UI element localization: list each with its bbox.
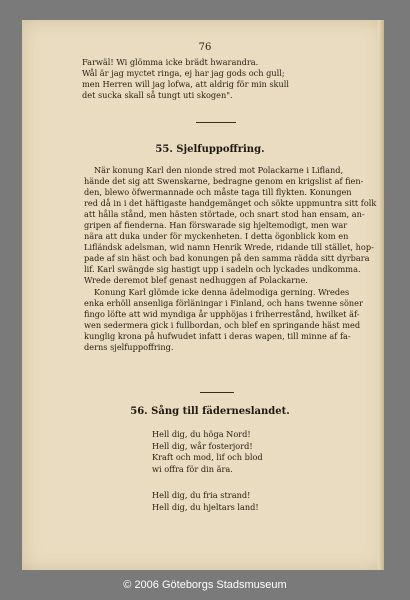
song-stanza-1: [152, 429, 263, 475]
text-line: wi offra för din ära.: [152, 463, 233, 474]
text-line: enka erhöll ansenliga förläningar i Finland, och hans twenne söner: [84, 298, 363, 308]
section-55-body: [84, 165, 377, 286]
text-line: Farwäl! Wi glömma icke brädt hwarandra.: [82, 57, 259, 67]
song-stanza-2: [152, 490, 259, 513]
text-line: red då in i det häftigaste handgemänget och sökte uppmuntra sitt folk: [84, 198, 377, 208]
text-line: nära att duka under för myckenheten. I detta ögonblick kom en: [84, 231, 349, 241]
text-line: Lifländsk adelsman, wid namn Henrik Wrede, ridande till stället, hop-: [84, 242, 374, 252]
text-line: Konung Karl glömde icke denna ädelmodiga gerning. Wredes: [94, 287, 350, 297]
text-line: gripen af fienderna. Han förswarade sig hjeltemodigt, men war: [84, 220, 348, 230]
section-divider-bottom: [200, 392, 234, 393]
text-line: men Herren will jag lofwa, att aldrig för min skull: [82, 79, 290, 89]
text-line: wen sedermera gick i fullbordan, och blef en springande häst med: [84, 320, 361, 330]
text-line: När konung Karl den nionde stred mot Polackarne i Lifland,: [94, 165, 344, 175]
text-line: Hell dig, du höga Nord!: [152, 429, 251, 439]
section-56-title: 56. Sång till fäderneslandet.: [130, 406, 290, 417]
text-line: lif. Karl swängde sig hastigt upp i sadeln och lyckades undkomma.: [84, 264, 361, 274]
section-55-title: 55. Sjelfuppoffring.: [155, 144, 265, 155]
copyright-notice: © 2006 Göteborgs Stadsmuseum: [123, 579, 287, 591]
text-line: derns sjelfuppoffring.: [84, 342, 174, 352]
text-line: den, blewo öfwermannade och måste taga till flykten. Konungen: [84, 187, 352, 197]
text-line: Hell dig, du hjeltars land!: [152, 501, 259, 512]
text-line: fingo löfte att wid myndiga år upphöjas i friherrestånd, hwilket äf-: [84, 309, 360, 319]
text-line: kunglig krona på hufwudet infatt i deras wapen, till minne af fa-: [84, 331, 351, 341]
section-55-body-2: [84, 287, 374, 353]
text-line: pade af sin häst och bad konungen på den samma rädda sitt dyrbara: [84, 253, 370, 263]
page-number: 76: [198, 42, 212, 53]
section-divider-top: [196, 122, 236, 123]
text-line: Kraft och mod, lif och blod: [152, 452, 263, 462]
text-line: Wål är jag myctet ringa, ej har jag gods och gull;: [82, 68, 285, 78]
page-edge-shadow: [378, 20, 384, 570]
text-line: det sucka skall så tungt uti skogen".: [82, 90, 233, 100]
text-line: Hell dig, wår fosterjord!: [152, 440, 253, 451]
text-line: Wrede deremot blef genast nedhuggen af Polackarne.: [84, 275, 308, 285]
text-line: Hell dig, du fria strand!: [152, 490, 251, 500]
opening-verse: [82, 57, 372, 101]
text-line: att hålla stånd, men hästen störtade, och snart stod han ensam, an-: [84, 209, 365, 219]
text-line: hände det sig att Swenskarne, bedragne genom en krigslist af fien-: [84, 176, 364, 186]
